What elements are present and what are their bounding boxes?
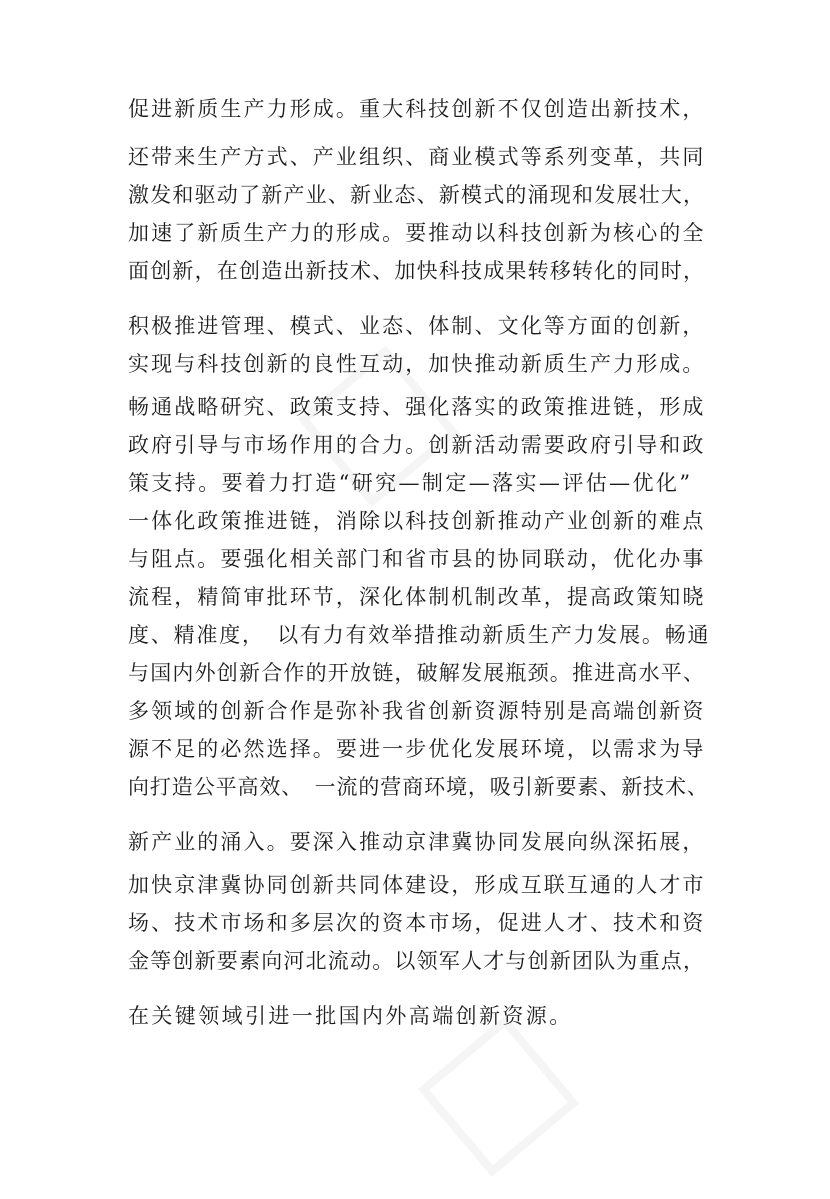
text-line-10: 策支持。要着力打造“研究—制定—落实—评估—优化” bbox=[128, 471, 693, 495]
text-line-2: 还带来生产方式、产业组织、商业模式等系列变革，共同 bbox=[128, 145, 706, 169]
text-line-11: 一体化政策推进链，消除以科技创新推动产业创新的难点 bbox=[128, 509, 706, 533]
text-line-19: 新产业的涌入。要深入推动京津冀协同发展向纵深拓展， bbox=[128, 830, 706, 854]
text-line-12: 与阻点。要强化相关部门和省市县的协同联动，优化办事 bbox=[128, 547, 706, 571]
text-line-4: 加速了新质生产力的形成。要推动以科技创新为核心的全 bbox=[128, 221, 706, 245]
text-line-22: 金等创新要素向河北流动。以领军人才与创新团队为重点， bbox=[128, 949, 706, 973]
text-line-17: 源不足的必然选择。要进一步优化发展环境，以需求为导 bbox=[128, 737, 706, 761]
text-line-7: 实现与科技创新的良性互动，加快推动新质生产力形成。 bbox=[128, 352, 706, 376]
text-line-14: 度、精准度， 以有力有效举措推动新质生产力发展。畅通 bbox=[128, 623, 711, 647]
text-line-16: 多领域的创新合作是弥补我省创新资源特别是高端创新资 bbox=[128, 699, 706, 723]
text-line-5: 面创新，在创造出新技术、加快科技成果转移转化的同时， bbox=[128, 259, 706, 283]
text-line-1: 促进新质生产力形成。重大科技创新不仅创造出新技术， bbox=[128, 97, 706, 121]
text-line-15: 与国内外创新合作的开放链，破解发展瓶颈。推进高水平、 bbox=[128, 661, 706, 685]
text-line-23: 在关键领域引进一批国内外高端创新资源。 bbox=[128, 1004, 573, 1028]
text-line-3: 激发和驱动了新产业、新业态、新模式的涌现和发展壮大， bbox=[128, 183, 706, 207]
text-line-9: 政府引导与市场作用的合力。创新活动需要政府引导和政 bbox=[128, 433, 706, 457]
text-line-20: 加快京津冀协同创新共同体建设，形成互联互通的人才市 bbox=[128, 873, 706, 897]
text-line-21: 场、技术市场和多层次的资本市场，促进人才、技术和资 bbox=[128, 911, 706, 935]
text-line-8: 畅通战略研究、政策支持、强化落实的政策推进链，形成 bbox=[128, 395, 706, 419]
text-line-18: 向打造公平高效、 一流的营商环境，吸引新要素、新技术、 bbox=[128, 775, 709, 799]
text-line-6: 积极推进管理、模式、业态、体制、文化等方面的创新， bbox=[128, 314, 706, 338]
text-line-13: 流程，精简审批环节，深化体制机制改革，提高政策知晓 bbox=[128, 585, 706, 609]
